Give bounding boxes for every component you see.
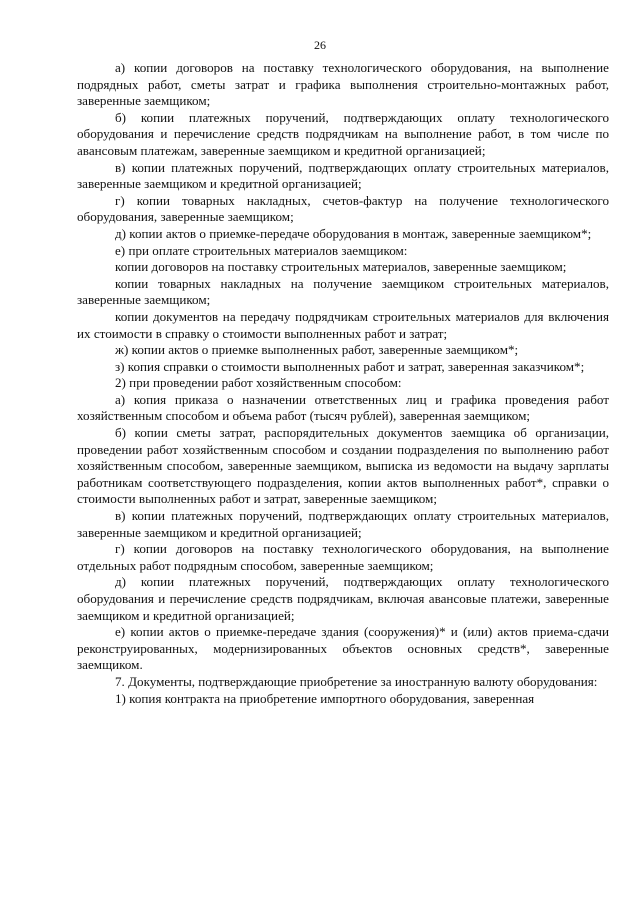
paragraph-1d-acceptance-acts: д) копии актов о приемке-передаче оборудования в монтаж, заверенные заемщиком*; xyxy=(115,225,592,241)
paragraph-1z-cost-certificate: з) копия справки о стоимости выполненных работ и затрат, заверенная заказчиком*; xyxy=(115,358,585,374)
paragraph-materials-contracts: копии договоров на поставку строительных материалов, заверенные заемщиком; xyxy=(115,259,567,275)
paragraph-1a-contracts: а) копии договоров на поставку технологического оборудования, на выполнение подрядных работ, сметы затрат и графика выполнения строительно-монтажных работ, заверенные заемщиком; xyxy=(77,60,609,109)
paragraph-1zh-work-acceptance: ж) копии актов о приемке выполненных работ, заверенные заемщиком*; xyxy=(115,342,519,358)
paragraph-1v-payment-orders-materials: в) копии платежных поручений, подтверждающих оплату строительных материалов, заверенные заемщиком и кредитной организацией; xyxy=(77,159,609,192)
page-number: 26 xyxy=(314,38,326,52)
paragraph-materials-invoices: копии товарных накладных на получение заемщиком строительных материалов, заверенные заемщиком; xyxy=(77,275,609,308)
paragraph-2e-building-acceptance: е) копии актов о приемке-передаче здания (сооружения)* и (или) актов приема-сдачи реконструированных, модернизированных объектов основных средств*, заверенные заемщиком. xyxy=(77,624,609,673)
paragraph-7-foreign-currency: 7. Документы, подтверждающие приобретение за иностранную валюту оборудования: xyxy=(115,673,598,689)
paragraph-2v-payment-orders-materials: в) копии платежных поручений, подтверждающих оплату строительных материалов, заверенные заемщиком и кредитной организацией; xyxy=(77,508,609,540)
paragraph-7-1-import-contract: 1) копия контракта на приобретение импортного оборудования, заверенная xyxy=(115,690,535,706)
paragraph-1e-materials-payment: е) при оплате строительных материалов заемщиком: xyxy=(115,242,408,258)
document-body xyxy=(77,60,609,707)
paragraph-1b-payment-orders: б) копии платежных поручений, подтверждающих оплату технологического оборудования и перечисление средств подрядчикам на выполнение работ, в том числе по авансовым платежам, заверенные заемщиком и кредитной организацией; xyxy=(77,109,609,158)
paragraph-2d-payment-orders-equipment: д) копии платежных поручений, подтверждающих оплату технологического оборудования и перечисление средств подрядчикам, включая авансовые платежи, заверенные заемщиком и кредитной организацией; xyxy=(77,574,609,623)
paragraph-materials-transfer: копии документов на передачу подрядчикам строительных материалов для включения их стоимости в справку о стоимости выполненных работ и затрат; xyxy=(77,308,609,341)
paragraph-2g-equipment-contracts: г) копии договоров на поставку технологического оборудования, на выполнение отдельных работ подрядным способом, заверенные заемщиком; xyxy=(77,541,609,573)
paragraph-2a-order-copy: а) копия приказа о назначении ответственных лиц и графика проведения работ хозяйственным способом и объема работ (тысяч рублей), заверенная заемщиком; xyxy=(77,391,609,424)
paragraph-2-in-house-works: 2) при проведении работ хозяйственным способом: xyxy=(115,375,402,391)
paragraph-1g-invoices: г) копии товарных накладных, счетов-фактур на получение технологического оборудования, заверенные заемщиком; xyxy=(77,192,609,225)
paragraph-2b-cost-estimate: б) копии сметы затрат, распорядительных документов заемщика об организации, проведении работ хозяйственным способом и создании подразделения по выполнению работ хозяйственным способом, заверенные заемщиком, выписка из ведомости на выдачу зарплаты работникам соответствующего подразделения, копии актов выполненных работ*, справки о стоимости выполненных работ и затрат, заверенные заемщиком; xyxy=(77,425,609,507)
